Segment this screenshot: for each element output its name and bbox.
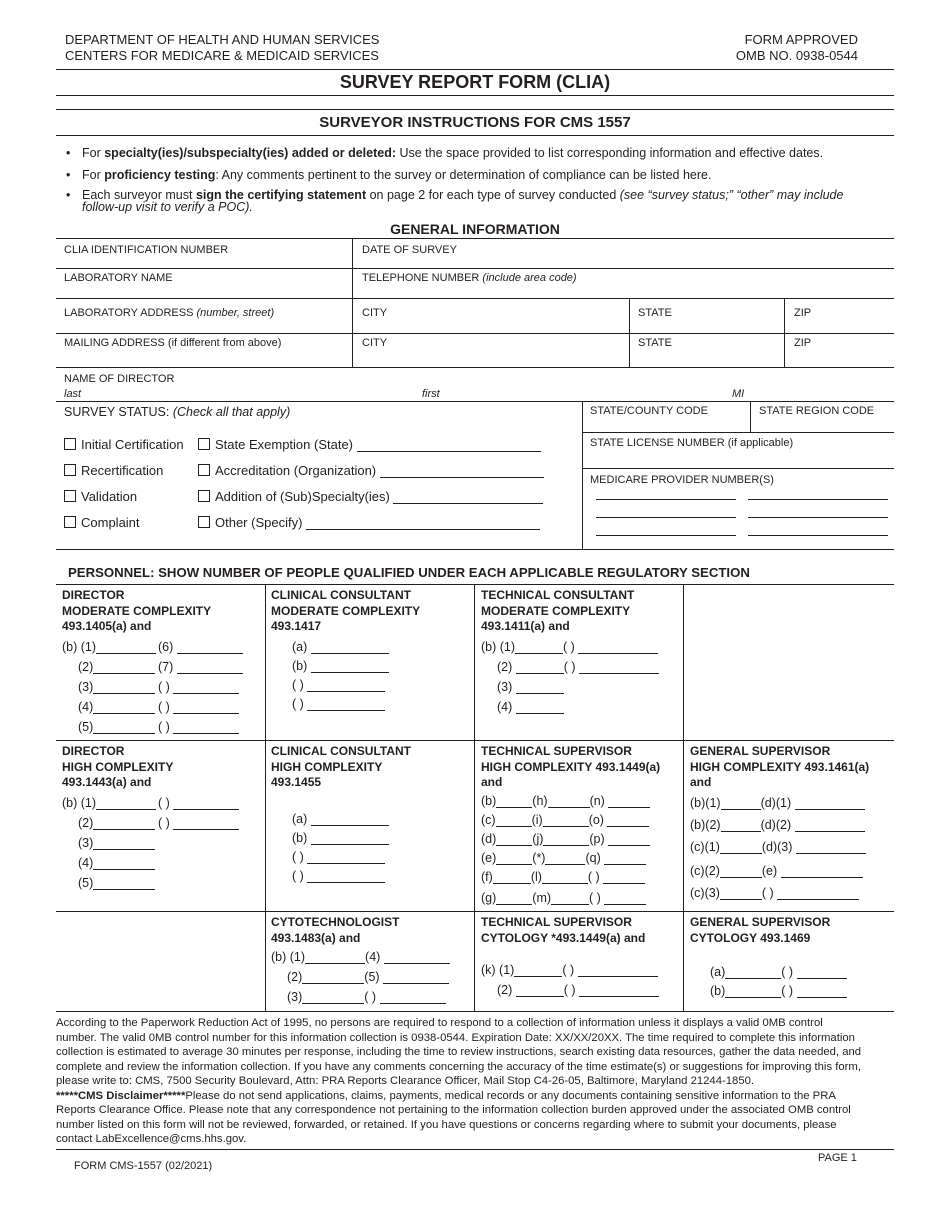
state-exemption-checkbox[interactable]: State Exemption (State) <box>198 437 541 452</box>
general-supervisor-cytology-heading: GENERAL SUPERVISOR CYTOLOGY 493.1469 <box>690 915 831 945</box>
clinical-consultant-high-heading: CLINICAL CONSULTANT HIGH COMPLEXITY 493.1455 <box>271 744 411 789</box>
lab-address-label: LABORATORY ADDRESS (number, street) <box>64 307 275 319</box>
divider <box>629 298 630 367</box>
general-info-heading: GENERAL INFORMATION <box>390 221 560 237</box>
director-moderate-2[interactable]: (2) <box>78 660 155 674</box>
cc-moderate-b[interactable]: (b) <box>292 659 389 673</box>
paperwork-reduction-notice: According to the Paperwork Reduction Act of 1995, no persons are required to respond to a collection of information unless it displays a valid 0MB control number. The valid 0MB control number for this information collection is 0938-0544. Expiration Date: XX/XX/20XX. The time required to complete this information collection is estimated to average 30 minutes per response, including the time to review instructions, search existing data resources, gather the data needed, and complete and review the information collection. If you have any comments concerning the accuracy of the time estimate(s) or suggestions for improving this form, please write to: CMS, 7500 Security Boulevard, Attn: PRA Reports Clearance Officer, Mail Stop C4-26-05, Baltimore, Maryland 21244-1850. *****CMS Disclaimer*****Please do not send applications, claims, payments, medical records or any documents containing sensitive information to the PRA Reports Clearance Office. Please note that any correspondence not pertaining to the information collection burden approved under the associated OMB control number listed on this form will not be reviewed, forwarded, or retained. If you have questions or concerns regarding where to submit your documents, please contact LabExcellence@cms.hhs.gov. <box>56 1017 862 1145</box>
state-license-label: STATE LICENSE NUMBER (if applicable) <box>590 437 794 449</box>
checkbox-icon[interactable] <box>64 490 76 502</box>
technical-consultant-moderate-heading: TECHNICAL CONSULTANT MODERATE COMPLEXITY 493.1411(a) and <box>481 588 635 633</box>
ts-high-row[interactable]: (c) (i) (o) <box>481 813 649 827</box>
zip-label: ZIP <box>794 307 812 319</box>
technical-supervisor-high-heading: TECHNICAL SUPERVISOR HIGH COMPLEXITY 493.1449(a) and <box>481 744 661 789</box>
addition-specialty-checkbox[interactable]: Addition of (Sub)Specialty(ies) <box>198 489 543 504</box>
tc-moderate-3[interactable]: (3) <box>497 680 564 694</box>
ts-high-row[interactable]: (g) (m) ( ) <box>481 891 646 905</box>
ts-high-row[interactable]: (f) (l) ( ) <box>481 870 645 884</box>
checkbox-icon[interactable] <box>198 490 210 502</box>
divider <box>750 401 751 433</box>
mailing-address-label: MAILING ADDRESS (if different from above) <box>64 337 282 349</box>
divider <box>56 549 894 550</box>
dept-line-1: DEPARTMENT OF HEALTH AND HUMAN SERVICES <box>65 32 380 47</box>
ts-high-row[interactable]: (e) (*) (q) <box>481 851 646 865</box>
medicare-number-line[interactable] <box>596 517 736 518</box>
state-county-code-label: STATE/COUNTY CODE <box>590 405 708 417</box>
initial-certification-checkbox[interactable]: Initial Certification <box>64 437 184 452</box>
omb-approval <box>700 32 858 64</box>
divider <box>582 468 894 469</box>
general-supervisor-high-heading: GENERAL SUPERVISOR HIGH COMPLEXITY 493.1461(a) and <box>690 744 870 789</box>
divider <box>582 432 894 433</box>
checkbox-icon[interactable] <box>64 438 76 450</box>
mi-label: MI <box>732 388 745 400</box>
cc-moderate-blank[interactable]: ( ) <box>292 678 385 692</box>
state-label: STATE <box>638 307 672 319</box>
ts-cyto-2[interactable]: (2) ( ) <box>497 983 659 997</box>
checkbox-icon[interactable] <box>64 464 76 476</box>
tc-moderate-b1[interactable]: (b) (1) ( ) <box>481 640 658 654</box>
director-high-blank[interactable]: ( ) <box>158 816 239 830</box>
divider <box>56 95 894 96</box>
medicare-number-line[interactable] <box>748 517 888 518</box>
director-moderate-7[interactable]: (7) <box>158 660 243 674</box>
date-of-survey-label: DATE OF SURVEY <box>362 244 457 256</box>
divider <box>56 69 894 70</box>
mailing-zip-label: ZIP <box>794 337 812 349</box>
personnel-heading: PERSONNEL: SHOW NUMBER OF PEOPLE QUALIFIED UNDER EACH APPLICABLE REGULATORY SECTION <box>68 565 750 580</box>
divider <box>56 109 894 110</box>
technical-supervisor-cytology-heading: TECHNICAL SUPERVISOR CYTOLOGY *493.1449(a) and <box>481 915 646 945</box>
gs-high-row[interactable]: (c)(2) (e) <box>690 864 863 878</box>
cc-high-a[interactable]: (a) <box>292 812 389 826</box>
medicare-number-line[interactable] <box>596 499 736 500</box>
gs-cyto-b[interactable]: (b) ( ) <box>710 984 847 998</box>
clia-id-label: CLIA IDENTIFICATION NUMBER <box>64 244 229 256</box>
dept-line-2: CENTERS FOR MEDICARE & MEDICAID SERVICES <box>65 48 379 63</box>
director-moderate-b1[interactable]: (b) (1) <box>62 640 156 654</box>
director-moderate-blank[interactable]: ( ) <box>158 700 239 714</box>
tc-moderate-4[interactable]: (4) <box>497 700 564 714</box>
divider <box>474 584 475 1011</box>
recertification-checkbox[interactable]: Recertification <box>64 463 163 478</box>
validation-checkbox[interactable]: Validation <box>64 489 137 504</box>
divider <box>352 238 353 367</box>
gs-high-row[interactable]: (c)(1) (d)(3) <box>690 840 866 854</box>
state-region-code-label: STATE REGION CODE <box>759 405 875 417</box>
divider <box>56 298 894 299</box>
cyto-b1[interactable]: (b) (1) (4) <box>271 950 450 964</box>
cc-high-b[interactable]: (b) <box>292 831 389 845</box>
director-moderate-heading: DIRECTOR MODERATE COMPLEXITY 493.1405(a) and <box>62 588 212 633</box>
divider <box>265 584 266 1011</box>
omb-number: OMB NO. 0938-0544 <box>735 48 858 63</box>
cc-high-blank[interactable]: ( ) <box>292 869 385 883</box>
director-high-4[interactable]: (4) <box>78 856 155 870</box>
complaint-checkbox[interactable]: Complaint <box>64 515 140 530</box>
telephone-label: TELEPHONE NUMBER (include area code) <box>362 272 577 284</box>
divider <box>56 333 894 334</box>
ts-high-row[interactable]: (b) (h) (n) <box>481 794 650 808</box>
medicare-number-line[interactable] <box>596 535 736 536</box>
director-moderate-4[interactable]: (4) <box>78 700 155 714</box>
clinical-consultant-moderate-heading: CLINICAL CONSULTANT MODERATE COMPLEXITY 493.1417 <box>271 588 421 633</box>
form-approved: FORM APPROVED <box>744 32 858 47</box>
tc-moderate-2[interactable]: (2) ( ) <box>497 660 659 674</box>
mailing-state-label: STATE <box>638 337 672 349</box>
page-number: PAGE 1 <box>818 1152 857 1164</box>
director-high-blank[interactable]: ( ) <box>158 796 239 810</box>
divider <box>56 401 894 402</box>
last-name-label: last <box>64 388 82 400</box>
mailing-city-label: CITY <box>362 337 388 349</box>
divider <box>56 1011 894 1012</box>
director-high-2[interactable]: (2) <box>78 816 155 830</box>
director-high-5[interactable]: (5) <box>78 876 155 890</box>
director-moderate-5[interactable]: (5) <box>78 720 155 734</box>
director-name-label: NAME OF DIRECTOR <box>64 373 175 385</box>
cc-moderate-blank[interactable]: ( ) <box>292 697 385 711</box>
survey-status-label: SURVEY STATUS: (Check all that apply) <box>64 405 291 419</box>
medicare-number-line[interactable] <box>748 535 888 536</box>
instructions-title: SURVEYOR INSTRUCTIONS FOR CMS 1557 <box>319 114 631 131</box>
form-id: FORM CMS-1557 (02/2021) <box>74 1160 213 1172</box>
city-label: CITY <box>362 307 388 319</box>
gs-cyto-a[interactable]: (a) ( ) <box>710 965 847 979</box>
director-high-3[interactable]: (3) <box>78 836 155 850</box>
divider <box>56 911 894 912</box>
first-name-label: first <box>422 388 440 400</box>
lab-name-label: LABORATORY NAME <box>64 272 173 284</box>
checkbox-icon[interactable] <box>198 438 210 450</box>
form-title: SURVEY REPORT FORM (CLIA) <box>339 72 611 92</box>
divider <box>56 238 894 239</box>
cyto-3[interactable]: (3) ( ) <box>287 990 446 1004</box>
checkbox-icon[interactable] <box>198 516 210 528</box>
divider <box>56 135 894 136</box>
gs-high-row[interactable]: (b)(1) (d)(1) <box>690 796 865 810</box>
director-moderate-3[interactable]: (3) <box>78 680 155 694</box>
director-moderate-blank[interactable]: ( ) <box>158 720 239 734</box>
gs-high-row[interactable]: (b)(2) (d)(2) <box>690 818 865 832</box>
other-checkbox[interactable]: Other (Specify) <box>198 515 540 530</box>
director-moderate-blank[interactable]: ( ) <box>158 680 239 694</box>
divider <box>582 401 583 549</box>
checkbox-icon[interactable] <box>198 464 210 476</box>
medicare-provider-label: MEDICARE PROVIDER NUMBER(S) <box>590 474 774 486</box>
cc-high-blank[interactable]: ( ) <box>292 850 385 864</box>
ts-cyto-k1[interactable]: (k) (1) ( ) <box>481 963 658 977</box>
cyto-2[interactable]: (2) (5) <box>287 970 449 984</box>
divider <box>56 1149 894 1150</box>
director-moderate-6[interactable]: (6) <box>158 640 243 654</box>
ts-high-row[interactable]: (d) (j) (p) <box>481 832 650 846</box>
accreditation-checkbox[interactable]: Accreditation (Organization) <box>198 463 544 478</box>
divider <box>56 740 894 741</box>
cytotechnologist-heading: CYTOTECHNOLOGIST 493.1483(a) and <box>271 915 400 945</box>
divider <box>56 268 894 269</box>
director-high-b1[interactable]: (b) (1) <box>62 796 156 810</box>
medicare-number-line[interactable] <box>748 499 888 500</box>
checkbox-icon[interactable] <box>64 516 76 528</box>
divider <box>56 584 894 585</box>
divider <box>683 584 684 1011</box>
divider <box>56 367 894 368</box>
director-high-heading: DIRECTOR HIGH COMPLEXITY 493.1443(a) and <box>62 744 174 789</box>
gs-high-row[interactable]: (c)(3) ( ) <box>690 886 859 900</box>
agency-header <box>65 32 379 64</box>
divider <box>784 298 785 367</box>
cc-moderate-a[interactable]: (a) <box>292 640 389 654</box>
